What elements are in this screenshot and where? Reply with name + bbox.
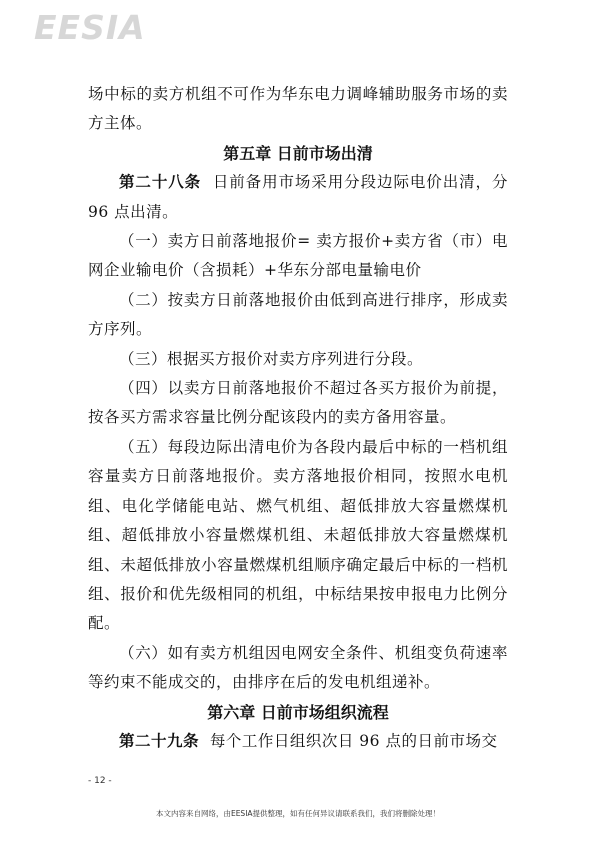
item-1: （一）卖方日前落地报价= 卖方报价+卖方省（市）电网企业输电价（含损耗）+华东分部电量输电价: [88, 232, 508, 280]
item-5: （五）每段边际出清电价为各段内最后中标的一档机组容量卖方日前落地报价。卖方落地报价相同，按照水电机组、电化学储能电站、燃气机组、超低排放大容量燃煤机组、超低排放小容量燃煤机组、未超低排放大容量燃煤机组、未超低排放小容量燃煤机组顺序确定最后中标的一档机组、报价和优先级相同的机组，中标结果按申报电力比例分配。: [88, 437, 508, 633]
item-2: （二）按卖方日前落地报价由低到高进行排序，形成卖方序列。: [88, 290, 508, 339]
paragraph-continuation: 场中标的卖方机组不可作为华东电力调峰辅助服务市场的卖方主体。: [88, 85, 508, 133]
page-number: - 12 -: [88, 776, 112, 786]
chapter-5-heading: 第五章 日前市场出清: [223, 143, 373, 163]
document-body: [88, 80, 508, 756]
item-4: （四）以卖方日前落地报价不超过各买方报价为前提，按各买方需求容量比例分配该段内的卖方备用容量。: [88, 379, 508, 427]
item-6: （六）如有卖方机组因电网安全条件、机组变负荷速率等约束不能成交的，由排序在后的发电机组递补。: [88, 643, 508, 692]
article-29-number: 第二十九条: [119, 731, 200, 750]
article-29-text: 每个工作日组织次日 96 点的日前市场交: [209, 731, 498, 750]
article-29: [88, 727, 508, 756]
footer-disclaimer: 本文内容来自网络，由EESIA提供整理，如有任何异议请联系我们，我们将删除处理！: [155, 809, 441, 818]
article-28-text: 日前备用市场采用分段边际电价出清，分 96 点出清。: [88, 173, 508, 221]
article-28-number: 第二十八条: [119, 173, 202, 192]
eesia-logo: EESIA: [34, 8, 146, 47]
item-3: （三）根据买方报价对卖方序列进行分段。: [119, 349, 424, 368]
article-28: [88, 168, 508, 227]
chapter-6-heading: 第六章 日前市场组织流程: [207, 702, 389, 722]
